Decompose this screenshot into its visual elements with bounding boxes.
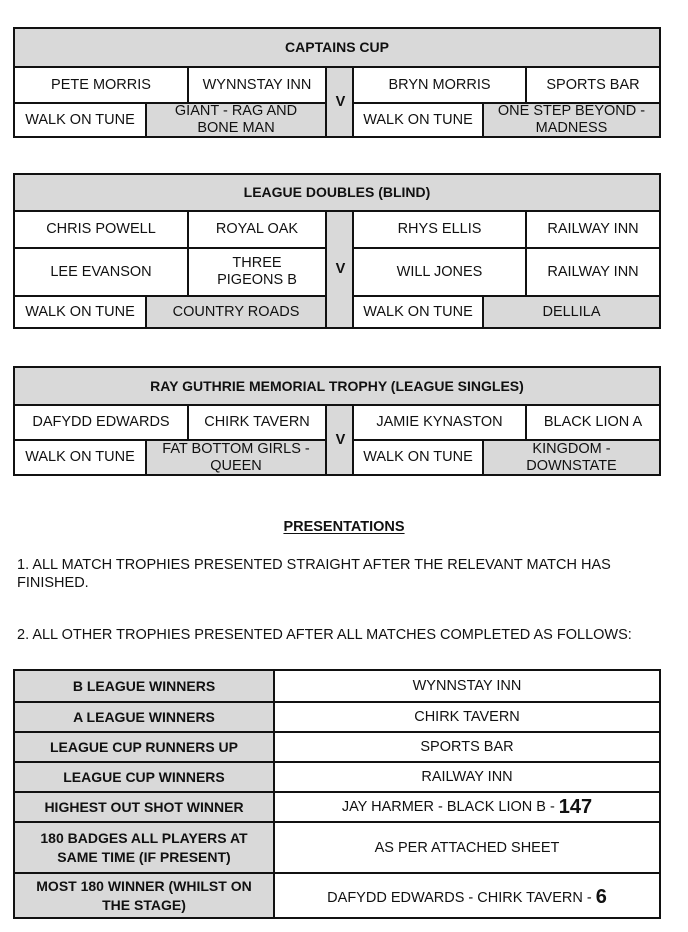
left-player-name: DAFYDD EDWARDS [15, 404, 187, 439]
match-table-captains-cup [13, 27, 661, 138]
award-name: B LEAGUE WINNERS [15, 671, 273, 701]
award-name: 180 BADGES ALL PLAYERS AT SAME TIME (IF PRESENT) [15, 823, 273, 872]
left-walk-on-tune: FAT BOTTOM GIRLS - QUEEN [145, 439, 325, 474]
left-player-1-name: CHRIS POWELL [15, 210, 187, 247]
match-table-ray-guthrie-trophy [13, 366, 661, 476]
right-walk-on-tune: KINGDOM - DOWNSTATE [482, 439, 659, 474]
award-name: LEAGUE CUP RUNNERS UP [15, 733, 273, 761]
right-walk-on-label: WALK ON TUNE [352, 295, 482, 327]
award-winner: AS PER ATTACHED SHEET [273, 823, 659, 872]
right-player-name: JAMIE KYNASTON [352, 404, 525, 439]
left-walk-on-tune: GIANT - RAG AND BONE MAN [145, 102, 325, 136]
awards-table [13, 669, 661, 919]
left-player-2-team: THREE PIGEONS B [187, 247, 325, 295]
award-winner: CHIRK TAVERN [273, 703, 659, 731]
match-table-league-doubles [13, 173, 661, 329]
award-row [15, 671, 659, 701]
right-walk-on-tune: DELLILA [482, 295, 659, 327]
right-player-2-team: RAILWAY INN [525, 247, 659, 295]
versus-label: V [325, 210, 354, 327]
award-row [15, 701, 659, 731]
left-walk-on-label: WALK ON TUNE [15, 439, 145, 474]
award-name: MOST 180 WINNER (WHILST ON THE STAGE) [15, 874, 273, 917]
award-name: LEAGUE CUP WINNERS [15, 763, 273, 791]
right-player-1-name: RHYS ELLIS [352, 210, 525, 247]
left-walk-on-label: WALK ON TUNE [15, 102, 145, 136]
left-player-name: PETE MORRIS [15, 66, 187, 102]
award-name: HIGHEST OUT SHOT WINNER [15, 793, 273, 821]
presentations-note-1: 1. ALL MATCH TROPHIES PRESENTED STRAIGHT AFTER THE RELEVANT MATCH HAS FINISHED. [17, 557, 611, 591]
award-row [15, 872, 659, 917]
right-walk-on-label: WALK ON TUNE [352, 102, 482, 136]
award-row [15, 821, 659, 872]
award-row [15, 791, 659, 821]
award-row [15, 761, 659, 791]
right-player-1-team: RAILWAY INN [525, 210, 659, 247]
right-player-name: BRYN MORRIS [352, 66, 525, 102]
right-walk-on-label: WALK ON TUNE [352, 439, 482, 474]
left-player-team: WYNNSTAY INN [187, 66, 325, 102]
left-player-1-team: ROYAL OAK [187, 210, 325, 247]
award-winner: WYNNSTAY INN [273, 671, 659, 701]
versus-label: V [325, 66, 354, 136]
award-winner: RAILWAY INN [273, 763, 659, 791]
award-winner: SPORTS BAR [273, 733, 659, 761]
right-walk-on-tune: ONE STEP BEYOND - MADNESS [482, 102, 659, 136]
award-winner: DAFYDD EDWARDS - CHIRK TAVERN - 6 [273, 874, 659, 917]
right-player-2-name: WILL JONES [352, 247, 525, 295]
left-player-team: CHIRK TAVERN [187, 404, 325, 439]
award-score: 6 [595, 886, 607, 908]
right-player-team: BLACK LION A [525, 404, 659, 439]
versus-label: V [325, 404, 354, 474]
right-player-team: SPORTS BAR [525, 66, 659, 102]
presentations-heading: PRESENTATIONS [283, 519, 405, 535]
left-player-2-name: LEE EVANSON [15, 247, 187, 295]
match-title: CAPTAINS CUP [15, 29, 659, 66]
award-winner: JAY HARMER - BLACK LION B - 147 [273, 793, 659, 821]
award-name: A LEAGUE WINNERS [15, 703, 273, 731]
match-title: LEAGUE DOUBLES (BLIND) [15, 175, 659, 210]
award-row [15, 731, 659, 761]
presentations-note-2: 2. ALL OTHER TROPHIES PRESENTED AFTER ALL MATCHES COMPLETED AS FOLLOWS: [17, 627, 632, 643]
award-score: 147 [558, 795, 593, 818]
match-title: RAY GUTHRIE MEMORIAL TROPHY (LEAGUE SINGLES) [15, 368, 659, 404]
left-walk-on-label: WALK ON TUNE [15, 295, 145, 327]
left-walk-on-tune: COUNTRY ROADS [145, 295, 325, 327]
